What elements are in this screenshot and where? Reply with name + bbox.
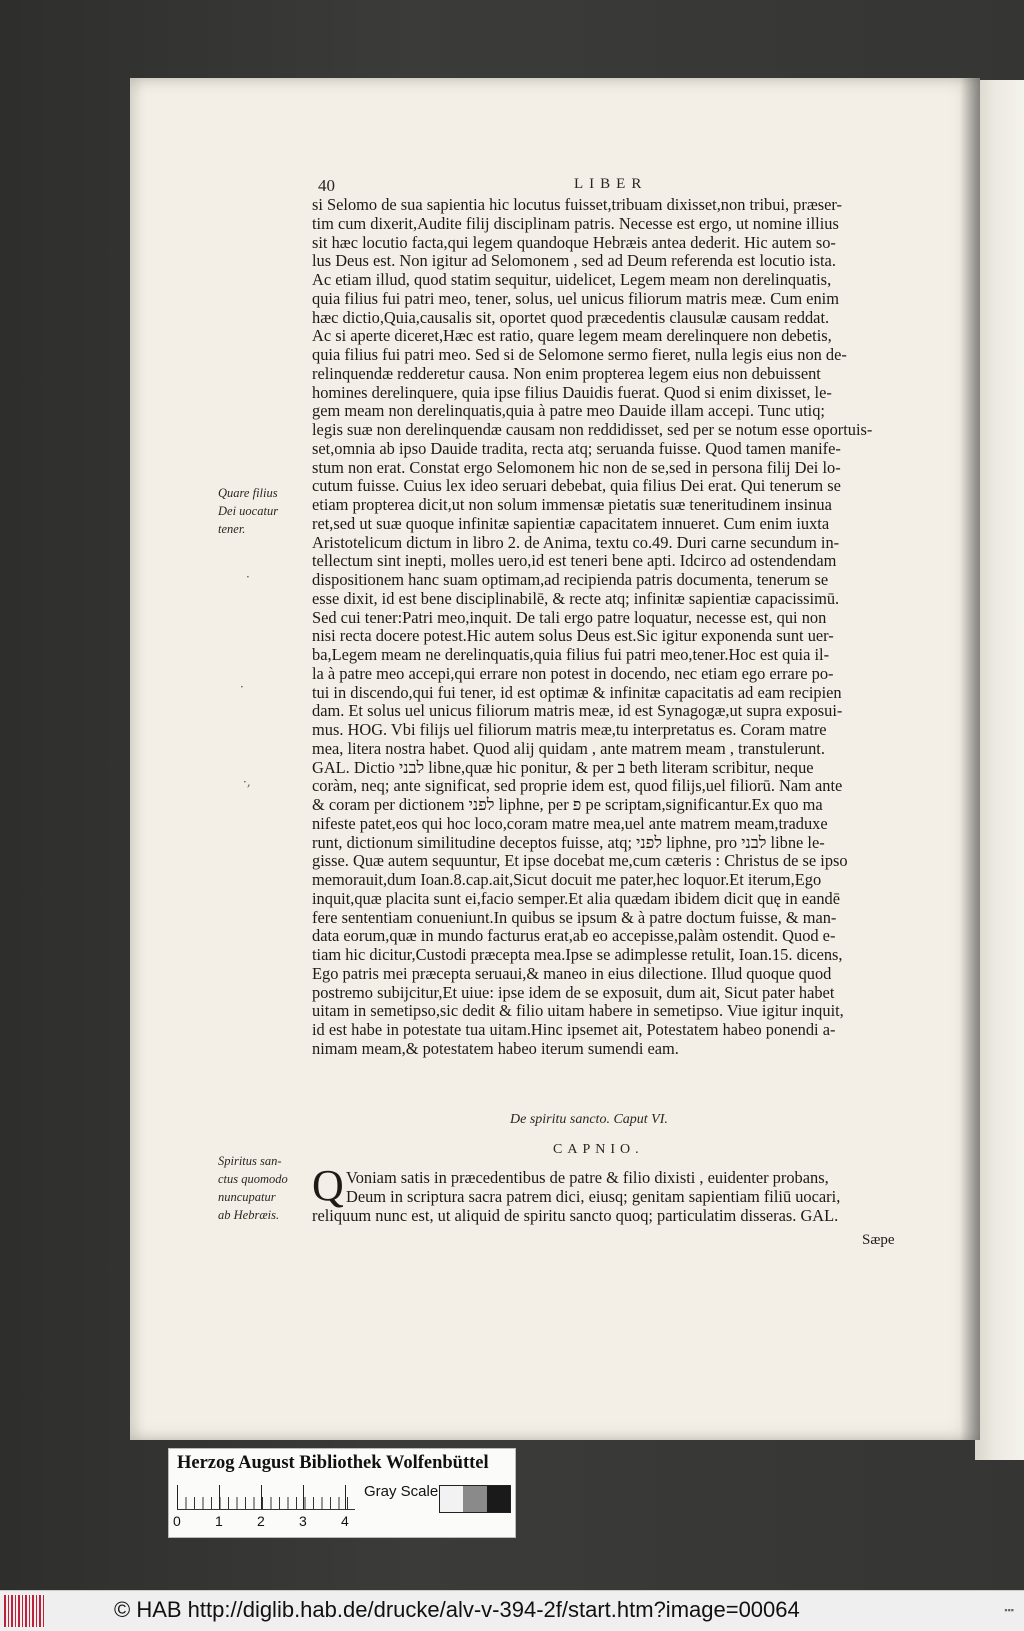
text-line: mea, litera nostra habet. Quod alij quidam , ante matrem meam , transtulerunt. [312,739,825,758]
text-line: ret,sed ut suæ quoque infinitæ sapientiæ capacitatem innueret. Cum enim iuxta [312,514,830,533]
text-line: tiam hic dicitur,Custodi præcepta mea.Ipse se adimplesse retulit, Ioan.15. dicens, [312,946,843,964]
text-line: nimam meam,& potestatem habeo iterum sumendi eam. [312,1039,679,1058]
gray-scale-label: Gray Scale [364,1483,439,1500]
text-line: homines derelinquere, quia ipse filius Dauidis fuerat. Quod si enim dixisset, le- [312,383,832,402]
text-line: relinquendæ redderetur causa. Non enim propterea legem eius non debuissent [312,364,821,383]
ruler-major-tick [345,1485,346,1509]
text-line: runt, dictionum similitudine deceptos fuisse, atq; לפני liphne, pro לבני libne le- [312,833,825,852]
text-line: quia filius fui patri meo. Sed si de Selomone sermo fieret, nulla legis eius non de- [312,346,847,364]
text-line: Sed cui tener:Patri meo,inquit. De tali ergo patre loquatur, necesse est, qui non [312,608,827,627]
gray-patch [487,1486,510,1512]
text-line: la à patre meo accepi,qui errare non potest in docendo, nec etiam ego errare po- [312,664,834,683]
scale-card-title: Herzog August Bibliothek Wolfenbüttel [177,1453,489,1473]
speaker-capnio: CAPNIO. [553,1142,644,1157]
ruler-major-tick [303,1485,304,1509]
text-line: Voniam satis in præcedentibus de patre & filio dixisti , euidenter probans, [346,1168,829,1187]
text-line: memorauit,dum Ioan.8.cap.ait,Sicut docuit me pater,hec loquor.Et iterum,Ego [312,871,822,889]
ruler-major-tick [177,1485,178,1509]
adjacent-page-edge [975,80,1024,1460]
text-line: legis suæ non derelinquendæ causam non reddidisset, sed per se notum esse oportuis- [312,421,873,439]
gray-patch [463,1486,486,1512]
drop-capital: Q [312,1161,344,1210]
chapter-title: De spiritu sancto. Caput VI. [510,1112,668,1127]
ruler-number: 4 [341,1513,349,1529]
color-scale-card [168,1448,516,1538]
text-line: dam. Et solus uel unicus filiorum matris meæ, id est Synagogæ,ut supra exposui- [312,702,843,721]
folio-number: 40 [318,176,335,195]
text-line: nifeste patet,eos qui hoc loco,coram matre mea,uel ante matrem meam,traduxe [312,814,828,833]
text-line: set,omnia ab ipso Dauide tradita, recta atq; seruanda fuisse. Quod tamen manife- [312,439,841,458]
margin-note-line: Dei uocatur [218,504,279,518]
text-line: lus Deus est. Non igitur ad Selomonem , sed ad Deum referenda est locutio ista. [312,252,836,271]
margin-mark: ·, [243,775,251,789]
ruler-number: 3 [299,1513,307,1529]
text-line: Ego patris mei præcepta seruaui,& maneo in eius dilectione. Illud quoque quod [312,964,832,983]
ruler-number: 1 [215,1513,223,1529]
running-head-title: LIBER [574,176,648,192]
text-line: cutum fuisse. Cuius lex ideo seruari debebat, quia filius Dei erat. Qui tenerum se [312,477,841,496]
hab-barcode-logo [4,1595,46,1627]
text-line: postremo subijcitur,Et uiue: ipse idem de se exposuit, dum ait, Sicut pater habet [312,983,835,1002]
ruler-major-tick [219,1485,220,1509]
text-line: etiam propterea dicit,ut non solum immensæ pietatis suæ teneritudinem insinua [312,496,832,514]
margin-note-line: nuncupatur [218,1190,276,1204]
ruler-number: 2 [257,1513,265,1529]
text-line: gem meam non derelinquatis,quia à patre meo Dauide illam accepi. Tunc utiq; [312,402,825,421]
text-line: coràm, neq; ante significat, sed proprie idem est, quod filijs,uel filiorū. Nam ante [312,777,843,796]
text-line: mus. HOG. Vbi filijs uel filiorum matris meæ,tu interpretatus es. Coram matre [312,721,827,739]
text-line: hæc dictio,Quia,causalis sit, oportet quod præcedentis clausulæ causam reddat. [312,308,830,327]
text-line: gisse. Quæ autem sequuntur, Et ipse docebat me,cum cæteris : Christus de se ipso [312,852,848,871]
text-line: Ac etiam illud, quod statim sequitur, uidelicet, Legem meam non derelinquatis, [312,271,832,289]
text-line: quia filius fui patri meo, tener, solus, uel unicus filiorum matris meæ. Cum enim [312,289,839,308]
text-line: & coram per dictionem לפני liphne, per פ pe scriptam,significantur.Ex quo ma [312,796,823,814]
text-line: tim cum dixerit,Audite filij disciplinam patris. Necesse est ergo, ut nomine illius [312,214,839,233]
ruler-major-tick [261,1485,262,1509]
text-line: tui in discendo,qui fui tener, id est optimæ & infinitæ capacitatis ad eam recipien [312,683,842,702]
text-line: nisi recta docere potest.Hic autem solus Deus est.Sic igitur exponenda sunt uer- [312,627,834,646]
chapter-opening-text [312,1161,916,1225]
text-line: Aristotelicum dictum in libro 2. de Anima, textu co.49. Duri carne secundum in- [312,533,840,552]
margin-note-line: ctus quomodo [218,1172,288,1186]
text-line: fere sententiam conueniunt.In quibus se ipsum & à patre doctum fuisse, & man- [312,908,837,927]
margin-mark: · [240,680,244,694]
text-line: si Selomo de sua sapientia hic locutus fuisset,tribuam dixisset,non tribui, præser- [312,196,843,214]
scale-numbers [173,1513,363,1531]
text-line: ba,Legem meam ne derelinquatis,quia filius fui patri meo,tener.Hoc est quia il- [312,646,830,664]
margin-note-line: Quare filius [218,486,278,500]
text-line: inquit,quæ placita sunt ei,facio semper.Et alia quædam ibidem dicit quę in eandē [312,889,841,908]
text-line: data eorum,quæ in mundo facturus erat,ab eo accepisse,palàm ostendit. Quod e- [312,927,836,946]
text-line: uitam in semetipso,sic dedit & filio uitam habere in semetipso. Viue igitur inquit, [312,1002,844,1021]
footer-copyright-url[interactable]: © HAB http://diglib.hab.de/drucke/alv-v-394-2f/start.htm?image=00064 [114,1597,800,1622]
margin-note-line: ab Hebræis. [218,1208,280,1222]
spine-shadow [960,78,980,1440]
text-line: id est habe in potestate tua uitam.Hinc ipsemet ait, Potestatem habeo ponendi a- [312,1021,836,1039]
gray-scale-patches [439,1485,511,1513]
margin-note-line: Spiritus san- [218,1154,282,1168]
text-line: stum non erat. Constat ergo Selomonem hic non de se,sed in persona filij Dei lo- [312,458,841,477]
margin-note-line: tener. [218,522,246,536]
scale-ruler [177,1485,355,1510]
ruler-number: 0 [173,1513,181,1529]
footer-bar [0,1590,1024,1631]
margin-note-spiritus-sanctus [218,1152,300,1224]
text-line: Deum in scriptura sacra patrem dici, eiusq; genitam sapientiam filiū uocari, [346,1187,841,1206]
text-line: tellectum sint inepti, molles uero,id est teneri bene apti. Idcirco ad ostendendam [312,552,837,571]
margin-note-quare-filius [218,484,300,538]
text-line: sit hæc locutio facta,qui legem quandoque Hebræis antea dederit. Hic autem so- [312,233,836,252]
text-line: reliquum nunc est, ut aliquid de spiritu sancto quoq; particulatim disseras. GAL. [312,1206,839,1225]
text-line: dispositionem hanc suam optimam,ad recipienda patris documenta, tenerum se [312,571,829,589]
main-text-block [312,196,916,1059]
gray-patch [440,1486,463,1512]
text-line: Ac si aperte diceret,Hæc est ratio, quare legem meam derelinquere non debetis, [312,327,832,346]
text-line: esse dixit, id est bene disciplinabilē, & recte atq; infinitæ sapientiæ capacissimū. [312,589,840,608]
catchword: Sæpe [862,1232,895,1248]
text-line: GAL. Dictio לבני libne,quæ hic ponitur, & per ב beth literam scribitur, neque [312,758,814,777]
margin-mark: · [246,570,250,584]
footer-code: ▪▪▪ [1004,1605,1014,1615]
